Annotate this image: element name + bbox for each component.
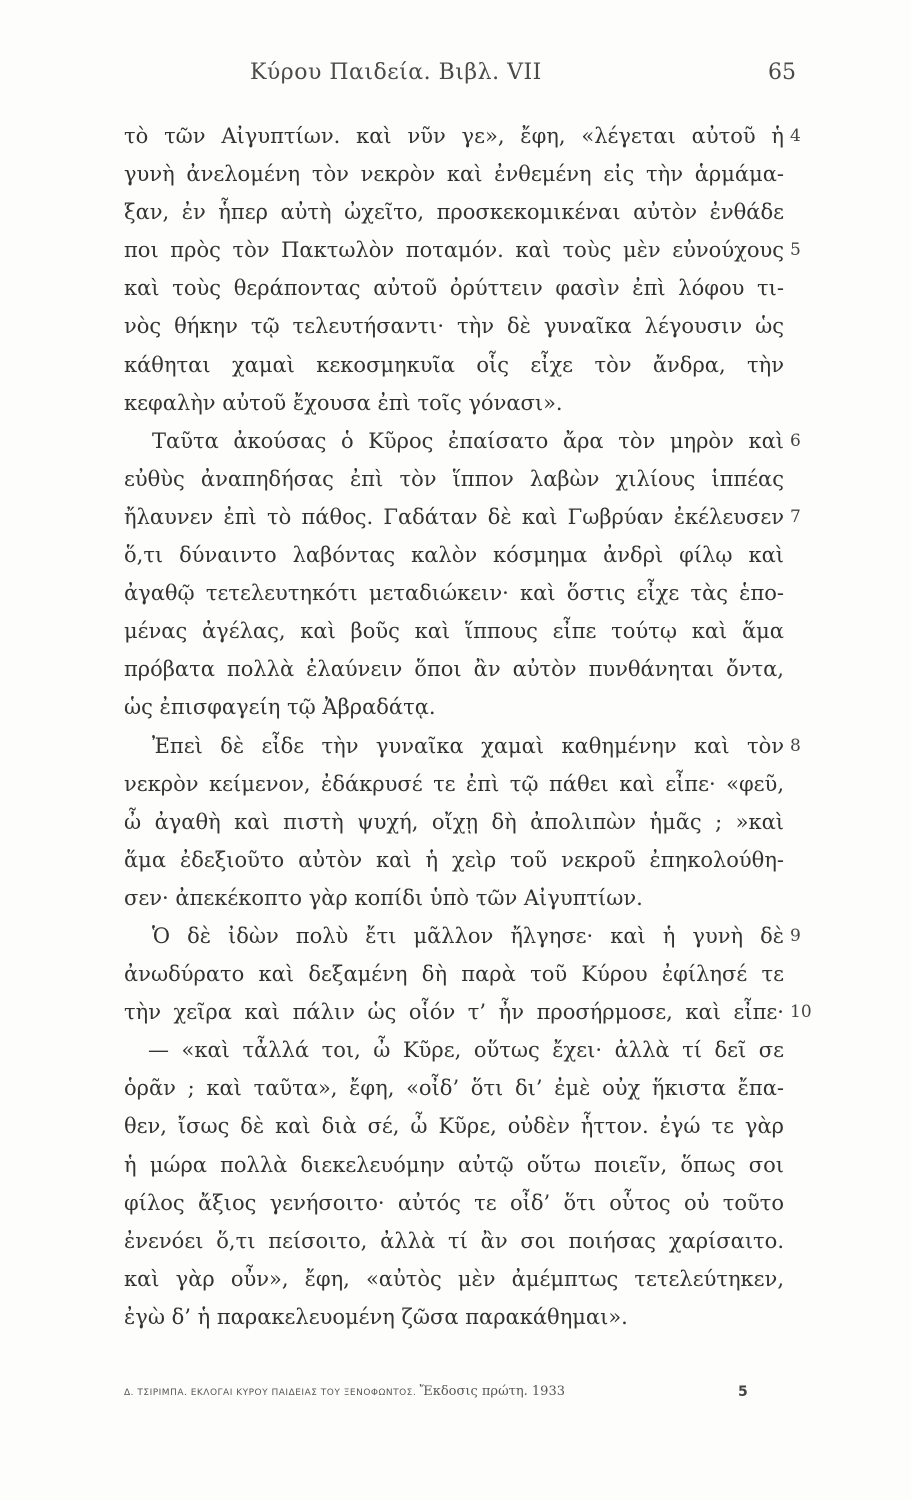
text-line-content: νὸς θήκην τῷ τελευτήσαντι· τὴν δὲ γυναῖκα λέγουσιν ὡς	[124, 314, 784, 339]
section-number: 9	[790, 925, 801, 946]
text-line-content: ἐγὼ δ’ ἡ παρακελευομένη ζῶσα παρακάθημαι».	[124, 1304, 628, 1329]
text-line-content: ἀγαθῷ τετελευτηκότι μεταδιώκειν· καὶ ὅστις εἶχε τὰς ἑπο-	[124, 581, 784, 606]
text-line-content: ξαν, ἐν ἧπερ αὐτὴ ὠχεῖτο, προσκεκομικέναι αὐτὸν ἐνθάδε	[124, 200, 784, 225]
text-line	[124, 612, 784, 650]
text-line-content: κεφαλὴν αὐτοῦ ἔχουσα ἐπὶ τοῖς γόνασι».	[124, 390, 563, 415]
section-number: 5	[790, 240, 801, 261]
text-line-content: θεν, ἴσως δὲ καὶ διὰ σέ, ὦ Κῦρε, οὐδὲν ἧττον. ἐγώ τε γὰρ	[124, 1114, 784, 1139]
text-line	[124, 1184, 784, 1222]
page-number: 65	[768, 60, 796, 85]
section-number: 4	[790, 126, 801, 146]
footer-publication: Δ. ΤΣΙΡΙΜΠΑ. ΕΚΛΟΓΑΙ ΚΥΡΟΥ ΠΑΙΔΕΙΑΣ ΤΟΥ ΞΕΝΟΦΩΝΤΟΣ.	[124, 1388, 417, 1398]
section-number: 10	[790, 1002, 812, 1023]
text-line	[124, 422, 801, 460]
text-line-content: Ὁ δὲ ἰδὼν πολὺ ἔτι μᾶλλον ἤλγησε· καὶ ἡ γυνὴ δὲ	[152, 923, 784, 948]
signature-mark: 5	[738, 1384, 748, 1400]
text-line-content: μένας ἀγέλας, καὶ βοῦς καὶ ἵππους εἶπε τούτῳ καὶ ἅμα	[124, 619, 784, 644]
text-line	[124, 650, 784, 688]
section-number: 8	[790, 735, 801, 756]
text-line	[124, 1107, 784, 1145]
text-line	[124, 727, 801, 765]
text-line	[124, 993, 812, 1031]
text-line	[124, 688, 784, 726]
text-line	[124, 460, 784, 498]
text-line	[124, 955, 784, 993]
text-line	[124, 1260, 784, 1298]
text-line	[124, 1298, 784, 1336]
text-line	[124, 231, 801, 269]
text-line	[124, 803, 784, 841]
text-line-content: ὦ ἀγαθὴ καὶ πιστὴ ψυχή, οἴχῃ δὴ ἀπολιπὼν ἡμᾶς ; »καὶ	[124, 809, 784, 834]
text-line-content: σεν· ἀπεκέκοπτο γὰρ κοπίδι ὑπὸ τῶν Αἰγυπτίων.	[124, 885, 643, 910]
text-line-content: ὅ,τι δύναιντο λαβόντας καλὸν κόσμημα ἀνδρὶ φίλῳ καὶ	[124, 543, 784, 568]
text-line	[124, 574, 784, 612]
page-footer	[124, 1384, 784, 1408]
running-head	[0, 60, 911, 90]
footer-publication-line	[124, 1384, 565, 1401]
text-line-content: ἡ μώρα πολλὰ διεκελευόμην αὐτῷ οὕτω ποιεῖν, ὅπως σοι	[124, 1152, 784, 1177]
text-line	[124, 117, 801, 155]
text-line	[124, 269, 784, 307]
text-line-content: ἅμα ἐδεξιοῦτο αὐτὸν καὶ ἡ χεὶρ τοῦ νεκροῦ ἐπηκολούθη-	[124, 847, 784, 872]
text-line-content: ποι πρὸς τὸν Πακτωλὸν ποταμόν. καὶ τοὺς μὲν εὐνούχους	[124, 238, 784, 263]
text-line-content: τὸ τῶν Αἰγυπτίων. καὶ νῦν γε», ἔφη, «λέγεται αὐτοῦ ἡ	[124, 124, 784, 148]
text-line	[124, 536, 784, 574]
text-line-content: εὐθὺς ἀναπηδήσας ἐπὶ τὸν ἵππον λαβὼν χιλίους ἱππέας	[124, 466, 784, 491]
text-line	[124, 1031, 784, 1069]
text-line-content: νεκρὸν κείμενον, ἐδάκρυσέ τε ἐπὶ τῷ πάθει καὶ εἶπε· «φεῦ,	[124, 771, 784, 796]
text-line	[124, 841, 784, 879]
text-line-content: Ταῦτα ἀκούσας ὁ Κῦρος ἐπαίσατο ἄρα τὸν μηρὸν καὶ	[152, 428, 784, 453]
footer-edition: Ἔκδοσις πρώτη. 1933	[419, 1384, 565, 1399]
text-line-content: Ἐπεὶ δὲ εἶδε τὴν γυναῖκα χαμαὶ καθημένην καὶ τὸν	[152, 733, 784, 758]
text-line	[124, 765, 784, 803]
text-line-content: ἤλαυνεν ἐπὶ τὸ πάθος. Γαδάταν δὲ καὶ Γωβρύαν ἐκέλευσεν	[124, 504, 784, 529]
text-line	[124, 1069, 784, 1107]
text-line	[124, 155, 784, 193]
text-line	[124, 917, 801, 955]
text-line	[124, 498, 801, 536]
text-line	[124, 384, 784, 422]
text-line	[124, 193, 784, 231]
text-line-content: καὶ τοὺς θεράποντας αὐτοῦ ὀρύττειν φασὶν ἐπὶ λόφου τι-	[124, 276, 784, 301]
text-line-content: ἀνωδύρατο καὶ δεξαμένη δὴ παρὰ τοῦ Κύρου ἐφίλησέ τε	[124, 962, 784, 987]
text-line-content: ὡς ἐπισφαγείη τῷ Ἀβραδάτᾳ.	[124, 695, 436, 720]
running-title: Κύρου Παιδεία. Βιβλ. VII	[250, 60, 542, 85]
text-line-content: ἐνενόει ὅ,τι πείσοιτο, ἀλλὰ τί ἂν σοι ποιήσας χαρίσαιτο.	[124, 1228, 784, 1253]
text-line-content: φίλος ἄξιος γενήσοιτο· αὐτός τε οἶδ’ ὅτι οὗτος οὐ τοῦτο	[124, 1190, 784, 1215]
text-line	[124, 307, 784, 345]
text-line	[124, 1146, 784, 1184]
text-line	[124, 346, 784, 384]
section-number: 7	[790, 506, 801, 527]
section-number: 6	[790, 430, 801, 451]
text-line-content: ὁρᾶν ; καὶ ταῦτα», ἔφη, «οἶδ’ ὅτι δι’ ἐμὲ οὐχ ἥκιστα ἔπα-	[124, 1076, 784, 1101]
text-line-content: — «καὶ τἆλλά τοι, ὦ Κῦρε, οὕτως ἔχει· ἀλλὰ τί δεῖ σε	[148, 1038, 784, 1063]
text-line	[124, 1222, 784, 1260]
text-line-content: γυνὴ ἀνελομένη τὸν νεκρὸν καὶ ἐνθεμένη εἰς τὴν ἁρμάμα-	[124, 162, 784, 187]
text-line-content: πρόβατα πολλὰ ἐλαύνειν ὅποι ἂν αὐτὸν πυνθάνηται ὄντα,	[124, 657, 784, 682]
greek-text-body	[124, 117, 812, 1336]
text-line	[124, 879, 784, 917]
text-line-content: καὶ γὰρ οὖν», ἔφη, «αὐτὸς μὲν ἀμέμπτως τετελεύτηκεν,	[124, 1266, 784, 1291]
text-line-content: τὴν χεῖρα καὶ πάλιν ὡς οἷόν τ’ ἦν προσήρμοσε, καὶ εἶπε·	[124, 1000, 784, 1025]
text-line-content: κάθηται χαμαὶ κεκοσμηκυῖα οἷς εἶχε τὸν ἄνδρα, τὴν	[124, 352, 784, 377]
